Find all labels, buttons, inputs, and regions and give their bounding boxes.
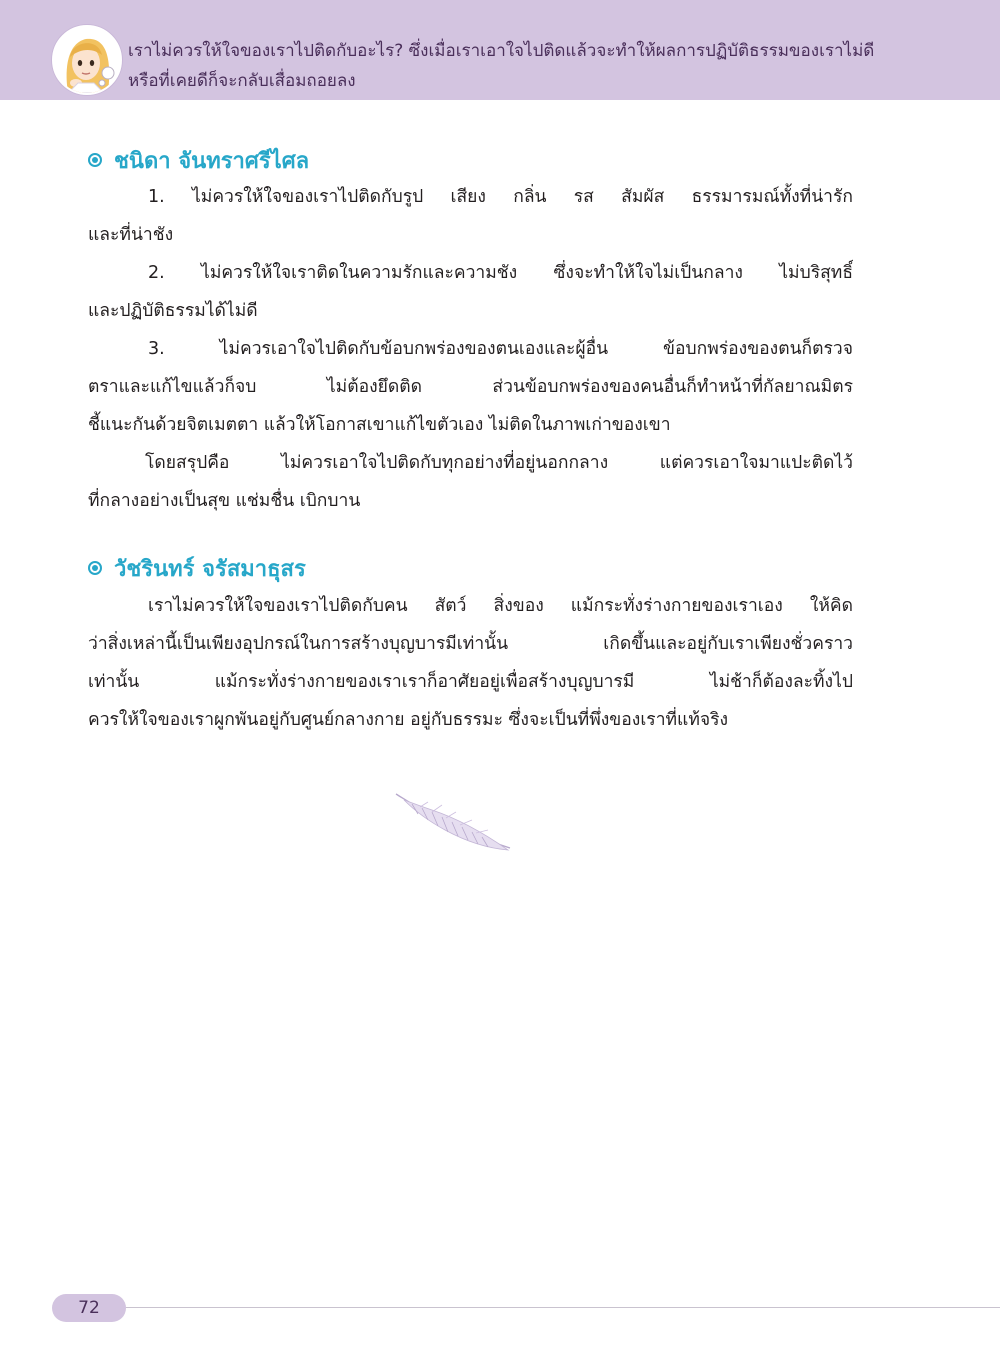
- double-circle-bullet-icon: [88, 153, 102, 167]
- section-heading-2: [88, 551, 306, 586]
- header-line-1: เราไม่ควรให้ใจของเราไปติดกับอะไร? ซึ่งเมื่อเราเอาใจไปติดแล้วจะทำให้ผลการปฏิบัติธรรมของเราไม่ดี: [128, 41, 875, 61]
- paragraph-line: 3. ไม่ควรเอาใจไปติดกับข้อบกพร่องของตนเองและผู้อื่น ข้อบกพร่องของตนก็ตรวจ: [148, 339, 853, 359]
- paragraph-line: โดยสรุปคือ ไม่ควรเอาใจไปติดกับทุกอย่างที่อยู่นอกกลาง แต่ควรเอาใจมาแปะติดไว้: [145, 453, 853, 473]
- section-heading-1-text: ชนิดา จันทราศรีไศล: [114, 149, 310, 174]
- paragraph-line: 2. ไม่ควรให้ใจเราติดในความรักและความชัง ซึ่งจะทำให้ใจไม่เป็นกลาง ไม่บริสุทธิ์: [148, 263, 853, 283]
- paragraph-line: และปฏิบัติธรรมได้ไม่ดี: [88, 301, 258, 321]
- paragraph-line: และที่น่าชัง: [88, 225, 174, 245]
- section-1-body: [88, 178, 853, 520]
- paragraph-line: เท่านั้น แม้กระทั่งร่างกายของเราเราก็อาศัยอยู่เพื่อสร้างบุญบารมี ไม่ช้าก็ต้องละทิ้งไป: [88, 672, 853, 692]
- page-header-question: [128, 36, 988, 96]
- paragraph-line: ตราและแก้ไขแล้วก็จบ ไม่ต้องยึดติด ส่วนข้อบกพร่องของคนอื่นก็ทำหน้าที่กัลยาณมิตร: [88, 377, 853, 397]
- paragraph-line: เราไม่ควรให้ใจของเราไปติดกับคน สัตว์ สิ่งของ แม้กระทั่งร่างกายของเราเอง ให้คิด: [148, 596, 853, 616]
- paragraph-line: ที่กลางอย่างเป็นสุข แช่มชื่น เบิกบาน: [88, 491, 361, 511]
- girl-thinking-illustration: [52, 25, 122, 95]
- footer-rule: [120, 1307, 1000, 1308]
- double-circle-bullet-icon: [88, 561, 102, 575]
- section-2-body: [88, 587, 853, 739]
- section-heading-2-text: วัชรินทร์ จรัสมาธุสร: [114, 557, 306, 582]
- section-heading-1: [88, 143, 309, 178]
- paragraph-line: 1. ไม่ควรให้ใจของเราไปติดกับรูป เสียง กลิ่น รส สัมผัส ธรรมารมณ์ทั้งที่น่ารัก: [148, 187, 853, 207]
- paragraph-line: ว่าสิ่งเหล่านี้เป็นเพียงอุปกรณ์ในการสร้างบุญบารมีเท่านั้น เกิดขึ้นและอยู่กับเราเพียงชั่วคราว: [88, 634, 853, 654]
- header-band: [0, 0, 1000, 100]
- page-number: 72: [52, 1294, 126, 1322]
- paragraph-line: ชี้แนะกันด้วยจิตเมตตา แล้วให้โอกาสเขาแก้ไขตัวเอง ไม่ติดในภาพเก่าของเขา: [88, 415, 671, 435]
- header-line-2: หรือที่เคยดีก็จะกลับเสื่อมถอยลง: [128, 71, 356, 91]
- paragraph-line: ควรให้ใจของเราผูกพันอยู่กับศูนย์กลางกาย อยู่กับธรรมะ ซึ่งจะเป็นที่พึ่งของเราที่แท้จริง: [88, 710, 729, 730]
- feather-icon: [392, 790, 517, 860]
